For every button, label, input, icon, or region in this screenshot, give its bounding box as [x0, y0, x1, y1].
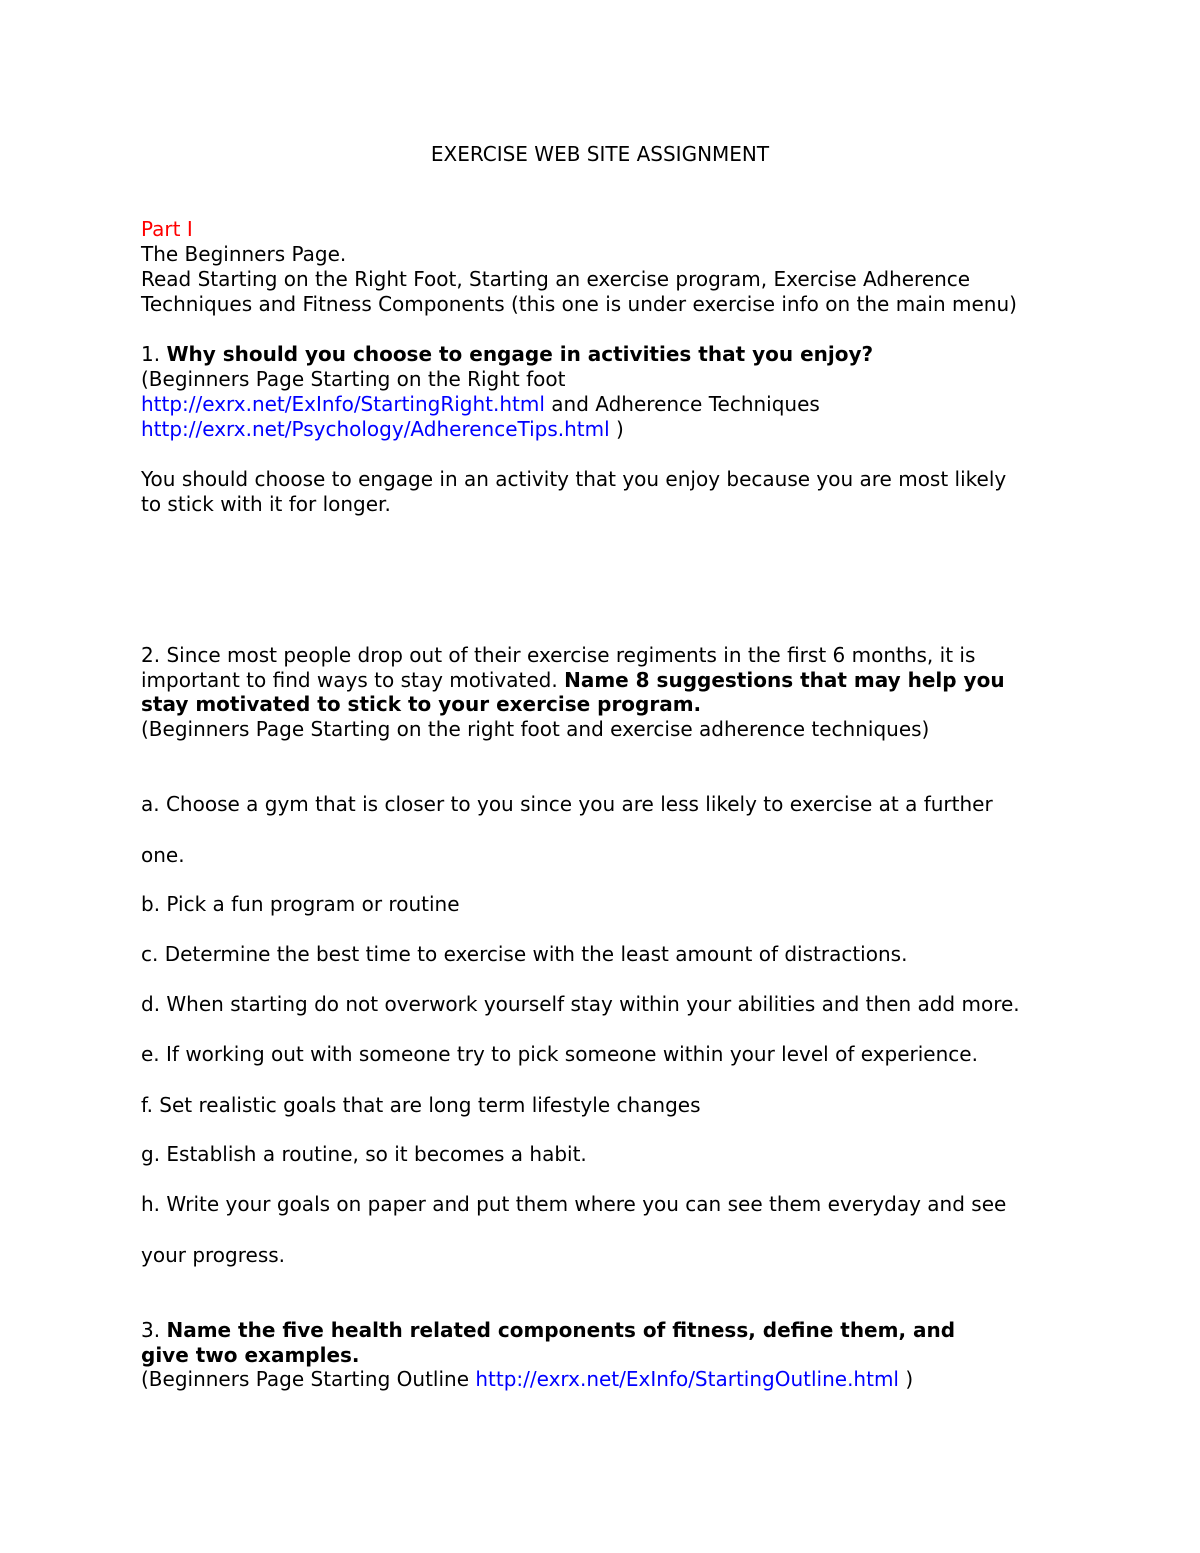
adherence-tips-link[interactable]: http://exrx.net/Psychology/AdherenceTips.html [141, 417, 610, 441]
starting-right-link[interactable]: http://exrx.net/ExInfo/StartingRight.html [141, 392, 545, 416]
question-1-links-line [141, 391, 820, 417]
answer-2c: c. Determine the best time to exercise with the least amount of distractions. [141, 942, 908, 966]
links-connector: and Adherence Techniques [544, 392, 820, 416]
question-3-ref-after: ) [899, 1367, 914, 1391]
question-2-line-2 [141, 667, 1005, 693]
answer-2f: f. Set realistic goals that are long term lifestyle changes [141, 1093, 701, 1117]
answer-2e: e. If working out with someone try to pick someone within your level of experience. [141, 1042, 978, 1066]
starting-outline-link[interactable]: http://exrx.net/ExInfo/StartingOutline.html [475, 1367, 899, 1391]
question-1-link-2-line [141, 416, 624, 442]
link-2-close: ) [609, 417, 624, 441]
question-3-reference [141, 1366, 913, 1392]
question-2-line-3: stay motivated to stick to your exercise program. [141, 692, 702, 716]
intro-line-3: Techniques and Fitness Components (this one is under exercise info on the main menu) [141, 292, 1017, 316]
document-title: EXERCISE WEB SITE ASSIGNMENT [430, 142, 770, 166]
answer-2g: g. Establish a routine, so it becomes a habit. [141, 1142, 587, 1166]
answer-1-line-1: You should choose to engage in an activity that you enjoy because you are most likely [141, 467, 1007, 491]
answer-1-line-2: to stick with it for longer. [141, 492, 391, 516]
answer-2d: d. When starting do not overwork yourself stay within your abilities and then add more. [141, 992, 1020, 1016]
answer-2h-line-1: h. Write your goals on paper and put them where you can see them everyday and see [141, 1192, 1007, 1216]
question-2-plain: important to find ways to stay motivated. [141, 668, 565, 692]
question-1-text: Why should you choose to engage in activities that you enjoy? [166, 342, 874, 366]
answer-2h-line-2: your progress. [141, 1243, 286, 1267]
question-3-number: 3. [141, 1318, 167, 1342]
question-1 [141, 341, 873, 367]
intro-line-2: Read Starting on the Right Foot, Starting an exercise program, Exercise Adherence [141, 267, 971, 291]
question-3-ref-before: (Beginners Page Starting Outline [141, 1367, 476, 1391]
answer-2a-line-1: a. Choose a gym that is closer to you since you are less likely to exercise at a further [141, 792, 993, 816]
question-3-text: Name the five health related components of fitness, define them, and [166, 1318, 956, 1342]
answer-2b: b. Pick a fun program or routine [141, 892, 460, 916]
intro-line-1: The Beginners Page. [141, 242, 347, 266]
question-2-reference: (Beginners Page Starting on the right foot and exercise adherence techniques) [141, 717, 930, 741]
question-2-line-1: 2. Since most people drop out of their exercise regiments in the first 6 months, it is [141, 643, 976, 667]
question-3-line-2: give two examples. [141, 1343, 360, 1367]
answer-2a-line-2: one. [141, 843, 185, 867]
question-3-line-1 [141, 1317, 955, 1343]
question-1-number: 1. [141, 342, 167, 366]
part-label: Part I [141, 217, 193, 241]
question-2-bold: Name 8 suggestions that may help you [564, 668, 1005, 692]
question-1-reference: (Beginners Page Starting on the Right foot [141, 367, 566, 391]
